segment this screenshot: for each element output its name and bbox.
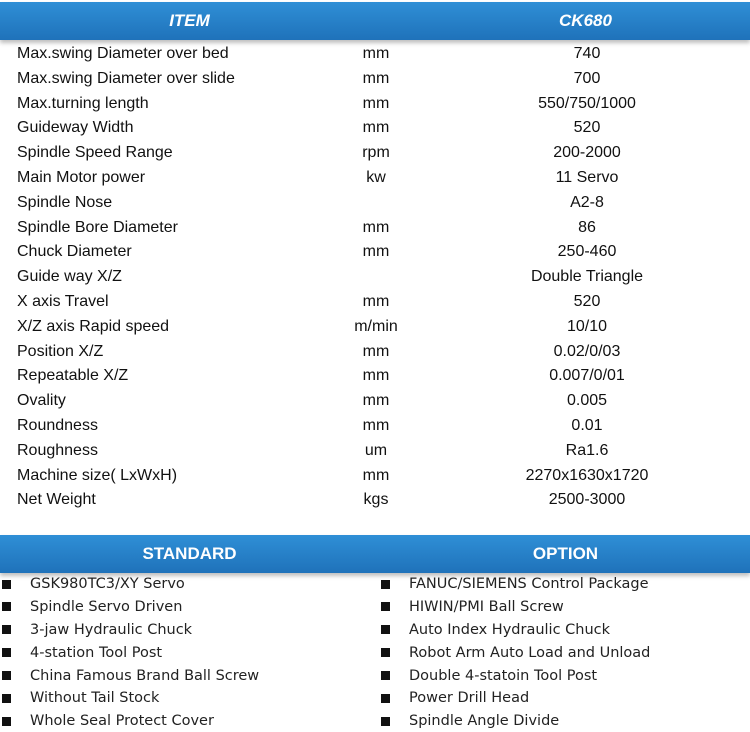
spec-row [0,414,750,439]
spec-unit: mm [362,119,390,137]
spec-unit: mm [362,342,390,360]
spec-row [0,464,750,489]
option-item-label: Auto Index Hydraulic Chuck [409,621,611,638]
option-item [381,619,650,642]
option-item [381,710,650,732]
square-bullet-icon [381,625,390,634]
spec-value: 250-460 [557,243,617,261]
standard-item [2,687,259,710]
square-bullet-icon [381,580,390,589]
spec-unit: mm [362,69,390,87]
spec-value: 740 [573,45,601,62]
square-bullet-icon [2,671,11,680]
spec-value: 520 [573,119,601,137]
standard-heading: STANDARD [142,544,237,563]
spec-unit: mm [362,466,390,484]
option-item-label: Spindle Angle Divide [409,713,560,730]
spec-unit: kgs [363,491,389,509]
spec-name: X/Z axis Rapid speed [17,317,170,335]
spec-name: Chuck Diameter [17,243,132,261]
square-bullet-icon [381,648,390,657]
spec-value: 700 [573,69,601,87]
spec-row [0,42,750,67]
spec-unit: mm [362,45,390,62]
spec-name: Spindle Speed Range [17,144,173,162]
spec-row [0,265,750,290]
spec-value: 0.005 [566,392,608,410]
spec-table-header [0,2,750,40]
square-bullet-icon [381,717,390,726]
spec-row [0,191,750,216]
square-bullet-icon [2,625,11,634]
spec-unit: mm [362,416,390,434]
square-bullet-icon [2,717,11,726]
square-bullet-icon [2,602,11,611]
spec-row [0,116,750,141]
standard-item [2,596,259,619]
option-heading: OPTION [532,544,599,563]
spec-unit: mm [362,94,390,112]
spec-unit: kw [366,168,386,186]
square-bullet-icon [381,671,390,680]
square-bullet-icon [2,648,11,657]
spec-name: Machine size( LxWxH) [17,466,178,484]
spec-value: 86 [578,218,596,236]
spec-name: Max.swing Diameter over slide [17,69,235,87]
spec-name: Guide way X/Z [17,268,122,286]
option-item-label: HIWIN/PMI Ball Screw [409,598,564,615]
spec-name: Max.swing Diameter over bed [17,45,229,62]
spec-name: Repeatable X/Z [17,367,129,385]
spec-row [0,141,750,166]
spec-unit: mm [362,218,390,236]
spec-name: Max.turning length [17,94,149,112]
spec-value: Ra1.6 [565,441,609,459]
spec-name: X axis Travel [17,292,109,310]
spec-value: 520 [573,292,601,310]
option-item [381,642,650,665]
spec-value: 0.02/0/03 [553,342,621,360]
option-list [381,573,650,732]
spec-name: Roughness [17,441,98,459]
option-item [381,665,650,688]
spec-value: 2500-3000 [548,491,626,509]
spec-name: Roundness [17,416,98,434]
spec-value: 11 Servo [555,168,619,186]
spec-row [0,488,750,513]
option-item-label: Power Drill Head [409,690,530,707]
spec-row [0,92,750,117]
spec-row [0,340,750,365]
spec-name: Main Motor power [17,168,146,186]
standard-list [2,573,259,732]
standard-item [2,642,259,665]
spec-name: Guideway Width [17,119,134,137]
spec-value: Double Triangle [530,268,644,286]
spec-unit: mm [362,392,390,410]
option-item-label: FANUC/SIEMENS Control Package [409,576,649,592]
standard-item-label: GSK980TC3/XY Servo [30,576,185,592]
spec-name: Net Weight [17,491,96,509]
spec-unit: mm [362,367,390,385]
spec-name: Ovality [17,392,66,410]
spec-row [0,439,750,464]
features-header [0,535,750,573]
square-bullet-icon [381,602,390,611]
standard-item-label: 4-station Tool Post [30,644,163,661]
standard-item-label: Without Tail Stock [30,690,160,707]
option-item [381,573,650,596]
spec-unit: rpm [362,144,390,162]
spec-row [0,364,750,389]
standard-item [2,573,259,596]
option-item-label: Robot Arm Auto Load and Unload [409,644,651,661]
spec-row [0,216,750,241]
square-bullet-icon [2,580,11,589]
spec-value: 2270x1630x1720 [525,466,649,484]
spec-value: 10/10 [566,317,608,335]
spec-row [0,290,750,315]
spec-name: Spindle Bore Diameter [17,218,178,236]
standard-item-label: Whole Seal Protect Cover [30,713,214,730]
spec-row [0,389,750,414]
standard-item [2,619,259,642]
standard-item [2,710,259,732]
model-column-heading: CK680 [559,11,612,30]
option-item [381,596,650,619]
spec-row [0,240,750,265]
square-bullet-icon [2,694,11,703]
spec-unit: um [364,441,388,459]
spec-name: Spindle Nose [17,193,113,211]
spec-value: 0.01 [571,416,603,434]
spec-row [0,67,750,92]
standard-item-label: 3-jaw Hydraulic Chuck [30,621,193,638]
standard-item [2,665,259,688]
option-item-label: Double 4-statoin Tool Post [409,667,598,684]
spec-row [0,166,750,191]
spec-value: A2-8 [570,193,604,211]
spec-row [0,315,750,340]
standard-item-label: Spindle Servo Driven [30,598,183,615]
spec-value: 0.007/0/01 [549,367,625,385]
spec-value: 550/750/1000 [538,94,636,112]
square-bullet-icon [381,694,390,703]
spec-table [0,42,750,513]
spec-value: 200-2000 [553,144,621,162]
standard-item-label: China Famous Brand Ball Screw [30,667,260,684]
item-column-heading: ITEM [169,11,210,30]
option-item [381,687,650,710]
spec-name: Position X/Z [17,342,104,360]
spec-unit: mm [362,243,390,261]
spec-unit: m/min [354,317,398,335]
spec-unit: mm [362,292,390,310]
